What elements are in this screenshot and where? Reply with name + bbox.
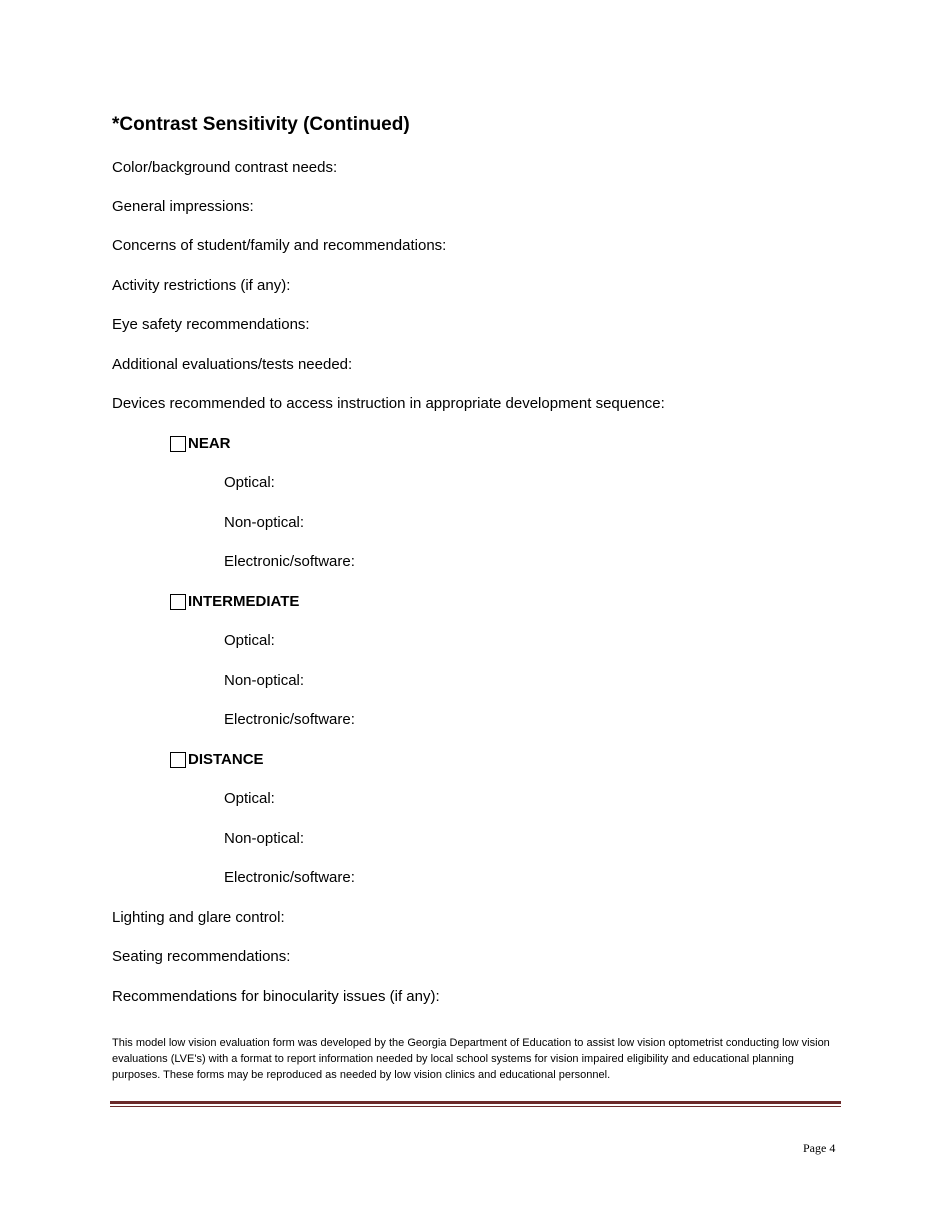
distance-checkbox[interactable] xyxy=(170,752,186,768)
field-color-contrast: Color/background contrast needs: xyxy=(112,159,338,176)
near-label: NEAR xyxy=(188,435,231,452)
intermediate-label: INTERMEDIATE xyxy=(188,593,300,610)
footer-divider-thin xyxy=(110,1106,841,1107)
intermediate-optical: Optical: xyxy=(224,632,275,649)
category-near xyxy=(170,435,231,452)
field-eye-safety: Eye safety recommendations: xyxy=(112,316,310,333)
near-optical: Optical: xyxy=(224,474,275,491)
field-activity-restrictions: Activity restrictions (if any): xyxy=(112,277,291,294)
intermediate-electronic: Electronic/software: xyxy=(224,711,355,728)
page-number: Page 4 xyxy=(803,1141,836,1155)
distance-label: DISTANCE xyxy=(188,751,264,768)
intermediate-checkbox[interactable] xyxy=(170,594,186,610)
field-devices-recommended: Devices recommended to access instruction in appropriate development sequence: xyxy=(112,395,665,412)
category-distance xyxy=(170,751,264,768)
near-non-optical: Non-optical: xyxy=(224,514,305,531)
field-seating: Seating recommendations: xyxy=(112,948,291,965)
field-lighting-glare: Lighting and glare control: xyxy=(112,909,285,926)
distance-electronic: Electronic/software: xyxy=(224,869,355,886)
field-binocularity: Recommendations for binocularity issues (if any): xyxy=(112,988,440,1005)
distance-non-optical: Non-optical: xyxy=(224,830,305,847)
near-electronic: Electronic/software: xyxy=(224,553,355,570)
field-additional-evaluations: Additional evaluations/tests needed: xyxy=(112,356,353,373)
footer-divider-thick xyxy=(110,1101,841,1104)
distance-optical: Optical: xyxy=(224,790,275,807)
intermediate-non-optical: Non-optical: xyxy=(224,672,305,689)
field-general-impressions: General impressions: xyxy=(112,198,254,215)
section-title: *Contrast Sensitivity (Continued) xyxy=(112,114,410,135)
field-concerns: Concerns of student/family and recommendations: xyxy=(112,237,447,254)
near-checkbox[interactable] xyxy=(170,436,186,452)
category-intermediate xyxy=(170,593,299,610)
footnote: This model low vision evaluation form was developed by the Georgia Department of Education to assist low vision optometrist conducting low vision evaluations (LVE's) with a format to report information needed by local school systems for vision impaired eligibility and educational planning purposes. These forms may be reproduced as needed by low vision clinics and educational personnel. xyxy=(112,1037,830,1081)
